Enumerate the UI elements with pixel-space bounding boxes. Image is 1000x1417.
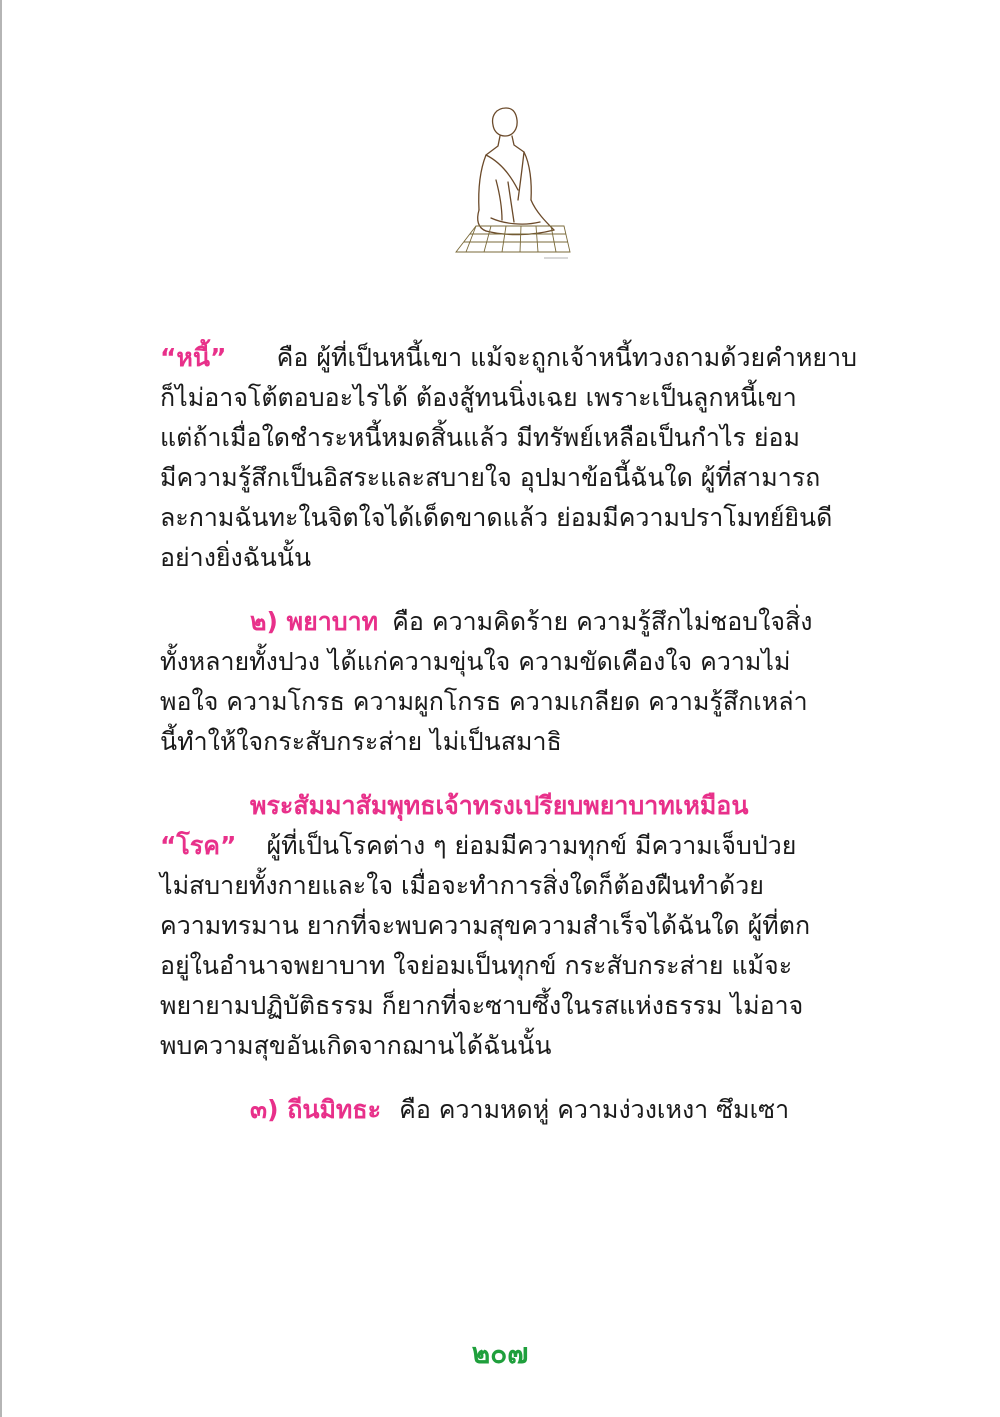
term-disease: “โรค” bbox=[160, 831, 237, 860]
paragraph2-line2: ทั้งหลายทั้งปวง ได้แก่ความขุ่นใจ ความขัดเคืองใจ ความไม่ bbox=[160, 647, 791, 676]
paragraph1-line6: อย่างยิ่งฉันนั้น bbox=[160, 543, 312, 572]
paragraph2-line1-text: คือ ความคิดร้าย ความรู้สึกไม่ชอบใจสิ่ง bbox=[392, 607, 813, 636]
paragraph2-line3: พอใจ ความโกรธ ความผูกโกรธ ความเกลียด ความรู้สึกเหล่า bbox=[160, 687, 808, 716]
paragraph1-line5: ละกามฉันทะในจิตใจได้เด็ดขาดแล้ว ย่อมมีความปราโมทย์ยินดี bbox=[160, 503, 833, 532]
paragraph1-line2: ก็ไม่อาจโต้ตอบอะไรได้ ต้องสู้ทนนิ่งเฉย เพราะเป็นลูกหนี้เขา bbox=[160, 383, 797, 412]
paragraph2-line4: นี้ทำให้ใจกระสับกระส่าย ไม่เป็นสมาธิ bbox=[160, 727, 562, 756]
paragraph1-line1-text: คือ ผู้ที่เป็นหนี้เขา แม้จะถูกเจ้าหนี้ทวงถามด้วยคำหยาบ bbox=[276, 343, 857, 372]
paragraph3-line7: พบความสุขอันเกิดจากฌานได้ฉันนั้น bbox=[160, 1031, 552, 1060]
paragraph3-line6: พยายามปฏิบัติธรรม ก็ยากที่จะซาบซึ้งในรสแห่งธรรม ไม่อาจ bbox=[160, 991, 804, 1020]
term-debt: “หนี้” bbox=[160, 343, 227, 372]
paragraph3-line2 bbox=[160, 826, 900, 866]
paragraph3-line4: ความทรมาน ยากที่จะพบความสุขความสำเร็จได้ฉันใด ผู้ที่ตก bbox=[160, 911, 811, 940]
paragraph3-line2-text: ผู้ที่เป็นโรคต่าง ๆ ย่อมมีความทุกข์ มีความเจ็บป่วย bbox=[266, 831, 797, 860]
paragraph3-line3: ไม่สบายทั้งกายและใจ เมื่อจะทำการสิ่งใดก็ต้องฝืนทำด้วย bbox=[160, 871, 764, 900]
paragraph4-line1-text: คือ ความหดหู่ ความง่วงเหงา ซึมเซา bbox=[399, 1095, 790, 1124]
body-text bbox=[160, 338, 900, 1130]
heading-sloth-torpor: ๓) ถีนมิทธะ bbox=[250, 1095, 382, 1124]
paragraph2-line1 bbox=[160, 602, 900, 642]
paragraph4-line1 bbox=[160, 1090, 900, 1130]
paragraph3-heading: พระสัมมาสัมพุทธเจ้าทรงเปรียบพยาบาทเหมือน bbox=[250, 791, 749, 820]
page-edge bbox=[0, 0, 2, 1417]
heading-ill-will: ๒) พยาบาท bbox=[250, 607, 379, 636]
page-number: ๒๐๗ bbox=[471, 1337, 529, 1370]
paragraph1-line3: แต่ถ้าเมื่อใดชำระหนี้หมดสิ้นแล้ว มีทรัพย์เหลือเป็นกำไร ย่อม bbox=[160, 423, 801, 452]
paragraph3-line5: อยู่ในอำนาจพยาบาท ใจย่อมเป็นทุกข์ กระสับกระส่าย แม้จะ bbox=[160, 951, 793, 980]
meditating-monk-illustration bbox=[436, 100, 576, 265]
paragraph1-line1 bbox=[160, 338, 857, 378]
paragraph1-line4: มีความรู้สึกเป็นอิสระและสบายใจ อุปมาข้อนี้ฉันใด ผู้ที่สามารถ bbox=[160, 463, 821, 492]
